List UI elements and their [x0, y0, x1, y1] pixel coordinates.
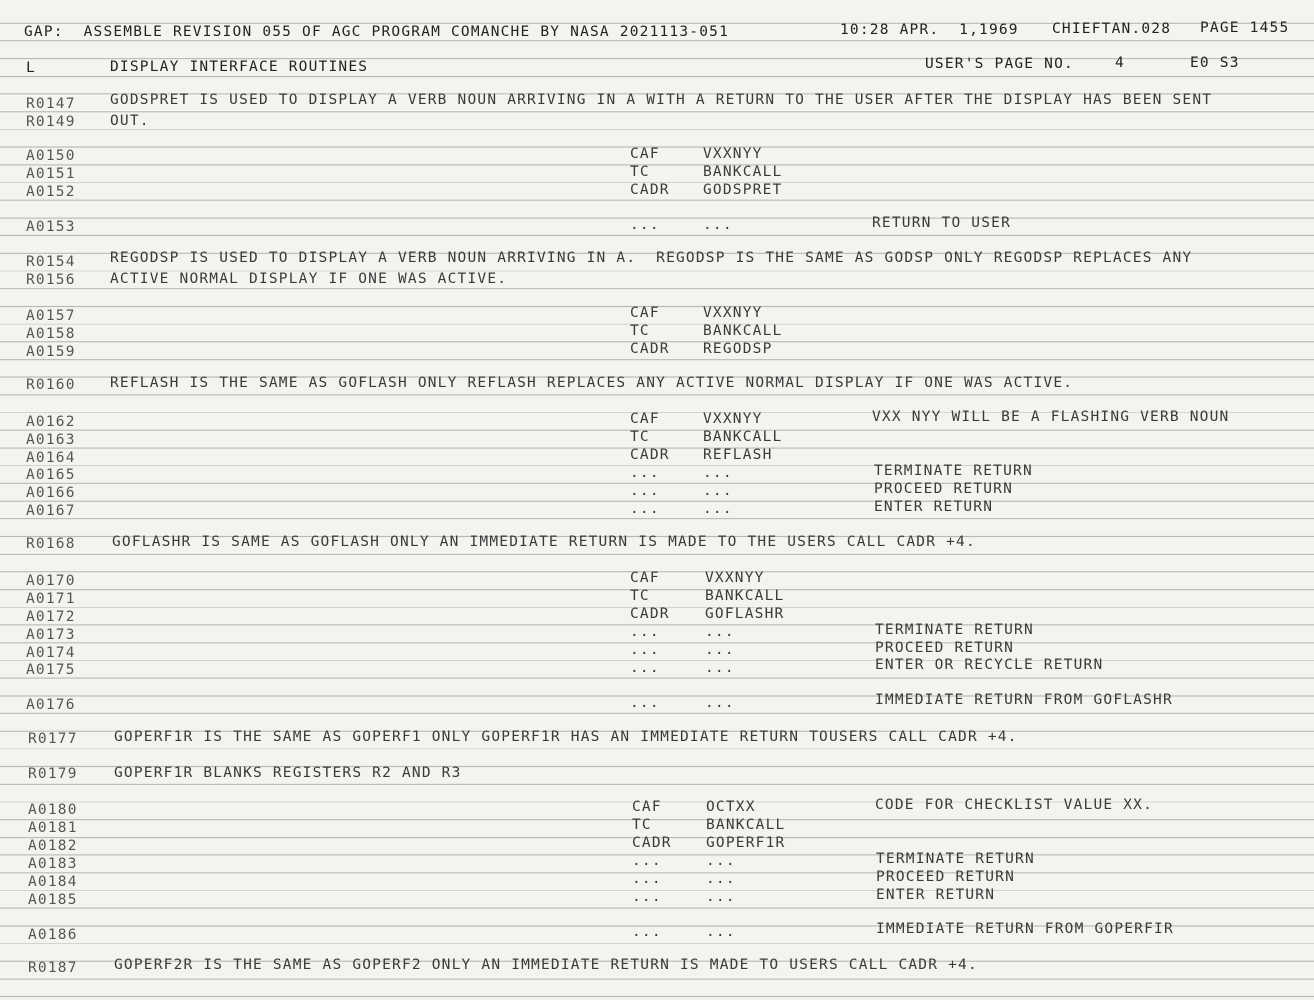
line-comment: RETURN TO USER — [872, 215, 1012, 231]
opcode: ... — [630, 217, 660, 233]
line-label: A0167 — [26, 503, 76, 519]
remark-label: R0187 — [28, 960, 78, 976]
line-comment: PROCEED RETURN — [876, 869, 1016, 885]
line-label: A0183 — [28, 856, 78, 872]
opcode: CADR — [632, 835, 672, 851]
opcode: TC — [630, 164, 650, 180]
remark-text: REGODSP IS USED TO DISPLAY A VERB NOUN ARRIVING IN A. REGODSP IS THE SAME AS GODSP ONLY REGODSP REPLACES ANY — [110, 250, 1193, 266]
operand: ... — [703, 465, 733, 481]
line-label: A0165 — [26, 467, 76, 483]
file-name: CHIEFTAN.028 — [1052, 21, 1172, 37]
opcode: CAF — [630, 305, 660, 321]
page-number: PAGE 1455 — [1200, 20, 1290, 36]
opcode: TC — [630, 588, 650, 604]
line-label: A0186 — [28, 927, 78, 943]
opcode: ... — [630, 624, 660, 640]
remark-label: R0168 — [26, 536, 76, 552]
opcode: ... — [630, 642, 660, 658]
opcode: ... — [632, 924, 662, 940]
line-comment: PROCEED RETURN — [874, 481, 1014, 497]
opcode: ... — [630, 695, 660, 711]
line-label: A0180 — [28, 802, 78, 818]
operand: ... — [703, 483, 733, 499]
operand: ... — [705, 642, 735, 658]
remark-label: R0156 — [26, 272, 76, 288]
line-comment: IMMEDIATE RETURN FROM GOFLASHR — [875, 692, 1173, 708]
line-comment: TERMINATE RETURN — [876, 851, 1035, 867]
line-comment: TERMINATE RETURN — [875, 622, 1034, 638]
line-label: A0171 — [26, 591, 76, 607]
opcode: ... — [630, 483, 660, 499]
operand: VXXNYY — [705, 570, 765, 586]
operand: BANKCALL — [706, 817, 786, 833]
line-label: A0164 — [26, 450, 76, 466]
operand: BANKCALL — [705, 588, 785, 604]
opcode: CAF — [630, 570, 660, 586]
operand: ... — [706, 889, 736, 905]
remark-text: ACTIVE NORMAL DISPLAY IF ONE WAS ACTIVE. — [110, 271, 508, 287]
line-label: A0172 — [26, 609, 76, 625]
line-label: A0162 — [26, 414, 76, 430]
section-code: L — [26, 60, 36, 76]
line-label: A0151 — [26, 166, 76, 182]
operand: ... — [703, 217, 733, 233]
opcode: CADR — [630, 182, 670, 198]
line-label: A0153 — [26, 219, 76, 235]
operand: ... — [706, 871, 736, 887]
operand: ... — [706, 924, 736, 940]
operand: REGODSP — [703, 341, 773, 357]
opcode: CAF — [632, 799, 662, 815]
section-title: DISPLAY INTERFACE ROUTINES — [110, 59, 369, 75]
line-label: A0150 — [26, 148, 76, 164]
line-comment: TERMINATE RETURN — [874, 463, 1033, 479]
operand: OCTXX — [706, 799, 756, 815]
line-label: A0152 — [26, 184, 76, 200]
line-comment: ENTER RETURN — [874, 499, 994, 515]
line-label: A0157 — [26, 308, 76, 324]
line-label: A0176 — [26, 697, 76, 713]
remark-text: REFLASH IS THE SAME AS GOFLASH ONLY REFLASH REPLACES ANY ACTIVE NORMAL DISPLAY IF ONE WAS ACTIVE. — [110, 375, 1074, 391]
line-comment: PROCEED RETURN — [875, 640, 1015, 656]
line-comment: IMMEDIATE RETURN FROM GOPERFIR — [876, 921, 1174, 937]
line-comment: CODE FOR CHECKLIST VALUE XX. — [875, 797, 1154, 813]
assembly-header: GAP: ASSEMBLE REVISION 055 OF AGC PROGRAM COMANCHE BY NASA 2021113-051 — [24, 24, 730, 40]
opcode: CAF — [630, 146, 660, 162]
line-label: A0185 — [28, 892, 78, 908]
sheet-code: E0 S3 — [1190, 55, 1240, 71]
operand: VXXNYY — [703, 305, 763, 321]
opcode: ... — [630, 465, 660, 481]
remark-text: GODSPRET IS USED TO DISPLAY A VERB NOUN ARRIVING IN A WITH A RETURN TO THE USER AFTER THE DISPLAY HAS BEEN SENT — [110, 92, 1213, 108]
operand: ... — [706, 853, 736, 869]
remark-label: R0149 — [26, 114, 76, 130]
operand: VXXNYY — [703, 146, 763, 162]
opcode: ... — [630, 660, 660, 676]
opcode: ... — [632, 871, 662, 887]
operand: ... — [705, 624, 735, 640]
remark-text: OUT. — [110, 113, 150, 129]
operand: ... — [705, 695, 735, 711]
remark-text: GOPERF2R IS THE SAME AS GOPERF2 ONLY AN IMMEDIATE RETURN IS MADE TO USERS CALL CADR +4. — [114, 957, 978, 973]
line-label: A0182 — [28, 838, 78, 854]
operand: BANKCALL — [703, 429, 783, 445]
remark-text: GOPERF1R IS THE SAME AS GOPERF1 ONLY GOPERF1R HAS AN IMMEDIATE RETURN TOUSERS CALL CADR +4. — [114, 729, 1018, 745]
remark-label: R0177 — [28, 731, 78, 747]
line-label: A0175 — [26, 662, 76, 678]
opcode: TC — [632, 817, 652, 833]
opcode: TC — [630, 429, 650, 445]
remark-label: R0179 — [28, 766, 78, 782]
line-comment: ENTER OR RECYCLE RETURN — [875, 657, 1104, 673]
opcode: ... — [632, 853, 662, 869]
line-label: A0170 — [26, 573, 76, 589]
operand: VXXNYY — [703, 411, 763, 427]
line-label: A0163 — [26, 432, 76, 448]
operand: GOPERF1R — [706, 835, 786, 851]
line-label: A0174 — [26, 645, 76, 661]
user-page-label: USER'S PAGE NO. — [925, 56, 1074, 72]
line-label: A0166 — [26, 485, 76, 501]
line-comment: ENTER RETURN — [876, 887, 996, 903]
opcode: ... — [632, 889, 662, 905]
line-comment: VXX NYY WILL BE A FLASHING VERB NOUN — [872, 409, 1230, 425]
operand: BANKCALL — [703, 164, 783, 180]
opcode: CADR — [630, 447, 670, 463]
line-label: A0158 — [26, 326, 76, 342]
line-label: A0173 — [26, 627, 76, 643]
opcode: ... — [630, 501, 660, 517]
line-label: A0159 — [26, 344, 76, 360]
opcode: CAF — [630, 411, 660, 427]
operand: ... — [705, 660, 735, 676]
line-label: A0181 — [28, 820, 78, 836]
user-page-number: 4 — [1115, 55, 1125, 71]
opcode: CADR — [630, 606, 670, 622]
operand: REFLASH — [703, 447, 773, 463]
remark-text: GOPERF1R BLANKS REGISTERS R2 AND R3 — [114, 765, 462, 781]
operand: BANKCALL — [703, 323, 783, 339]
opcode: TC — [630, 323, 650, 339]
operand: GODSPRET — [703, 182, 783, 198]
operand: ... — [703, 501, 733, 517]
operand: GOFLASHR — [705, 606, 785, 622]
opcode: CADR — [630, 341, 670, 357]
remark-label: R0160 — [26, 377, 76, 393]
remark-text: GOFLASHR IS SAME AS GOFLASH ONLY AN IMMEDIATE RETURN IS MADE TO THE USERS CALL CADR +4. — [112, 534, 976, 550]
line-label: A0184 — [28, 874, 78, 890]
remark-label: R0154 — [26, 254, 76, 270]
print-timestamp: 10:28 APR. 1,1969 — [840, 22, 1019, 38]
remark-label: R0147 — [26, 96, 76, 112]
